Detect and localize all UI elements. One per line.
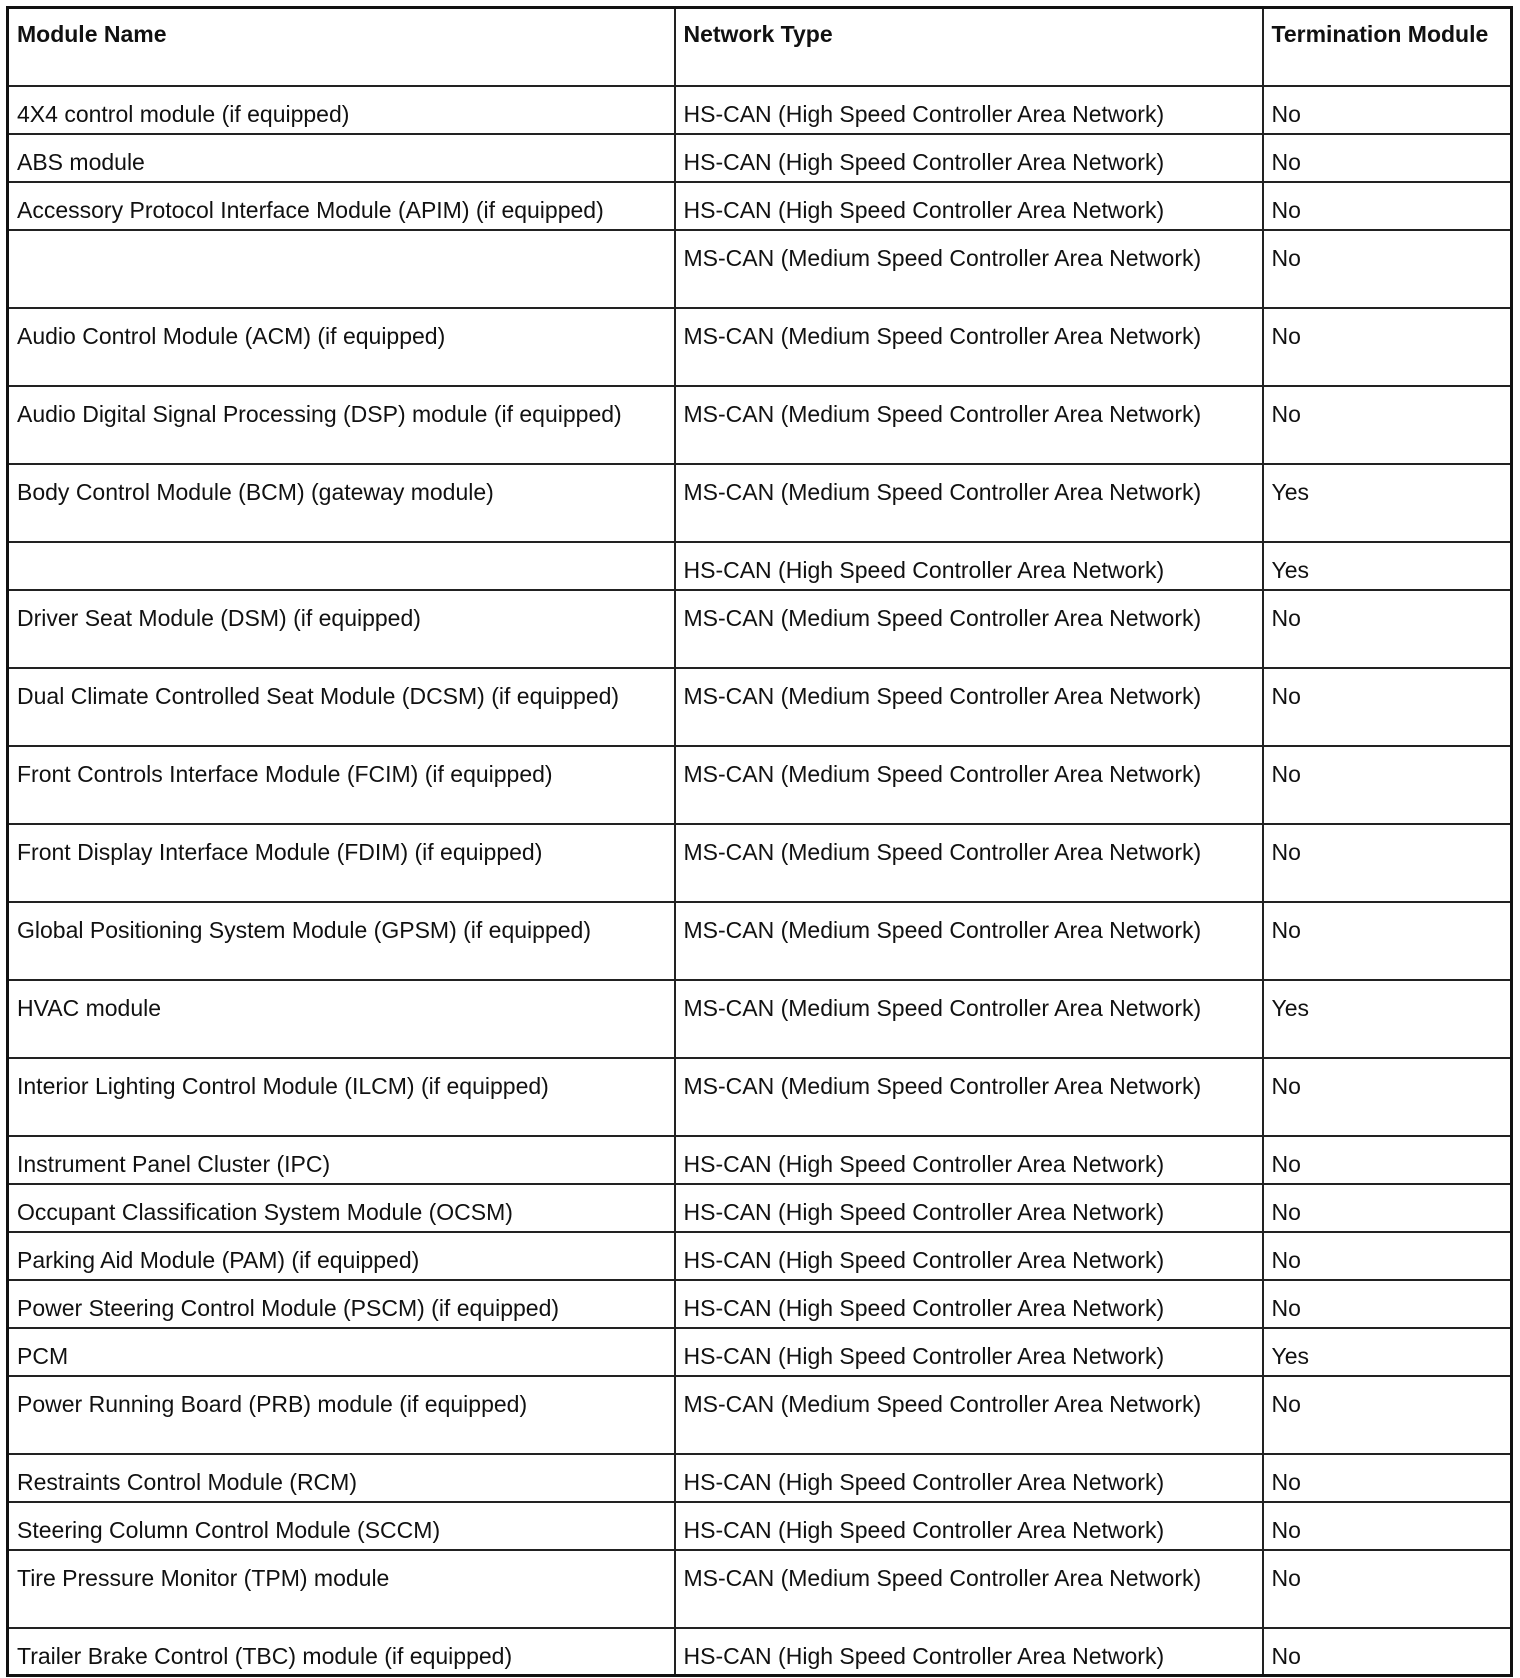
termination-cell: No	[1263, 308, 1512, 386]
termination-cell: No	[1263, 1502, 1512, 1550]
network-type-cell: MS-CAN (Medium Speed Controller Area Network)	[675, 1550, 1263, 1628]
table-row	[8, 668, 1512, 746]
table-row	[8, 386, 1512, 464]
module-name-cell: Global Positioning System Module (GPSM) (if equipped)	[8, 902, 675, 980]
module-name-cell: PCM	[8, 1328, 675, 1376]
network-type-cell: MS-CAN (Medium Speed Controller Area Network)	[675, 464, 1263, 542]
network-type-cell: HS-CAN (High Speed Controller Area Network)	[675, 1232, 1263, 1280]
header-network-type: Network Type	[675, 8, 1263, 86]
module-name-cell	[8, 542, 675, 590]
termination-cell: No	[1263, 1184, 1512, 1232]
module-name-cell: Restraints Control Module (RCM)	[8, 1454, 675, 1502]
module-name-cell: Interior Lighting Control Module (ILCM) (if equipped)	[8, 1058, 675, 1136]
table-row	[8, 902, 1512, 980]
termination-cell: No	[1263, 902, 1512, 980]
table-row	[8, 1232, 1512, 1280]
termination-cell: No	[1263, 1628, 1512, 1676]
module-name-cell: Instrument Panel Cluster (IPC)	[8, 1136, 675, 1184]
termination-cell: No	[1263, 1454, 1512, 1502]
module-name-cell: Audio Digital Signal Processing (DSP) module (if equipped)	[8, 386, 675, 464]
table-row	[8, 590, 1512, 668]
network-type-cell: HS-CAN (High Speed Controller Area Network)	[675, 1628, 1263, 1676]
termination-cell: No	[1263, 230, 1512, 308]
table-row	[8, 824, 1512, 902]
termination-cell: No	[1263, 386, 1512, 464]
module-name-cell: Accessory Protocol Interface Module (APIM) (if equipped)	[8, 182, 675, 230]
termination-cell: No	[1263, 824, 1512, 902]
header-module-name: Module Name	[8, 8, 675, 86]
network-type-cell: HS-CAN (High Speed Controller Area Network)	[675, 1136, 1263, 1184]
module-name-cell: 4X4 control module (if equipped)	[8, 86, 675, 134]
table-row	[8, 1136, 1512, 1184]
table-row	[8, 1628, 1512, 1676]
network-type-cell: HS-CAN (High Speed Controller Area Network)	[675, 1328, 1263, 1376]
table-row	[8, 746, 1512, 824]
table-row	[8, 1550, 1512, 1628]
module-name-cell: ABS module	[8, 134, 675, 182]
termination-cell: No	[1263, 746, 1512, 824]
module-name-cell: HVAC module	[8, 980, 675, 1058]
network-type-cell: HS-CAN (High Speed Controller Area Network)	[675, 542, 1263, 590]
table-row	[8, 134, 1512, 182]
network-type-cell: MS-CAN (Medium Speed Controller Area Network)	[675, 230, 1263, 308]
termination-cell: No	[1263, 1376, 1512, 1454]
module-name-cell: Steering Column Control Module (SCCM)	[8, 1502, 675, 1550]
module-network-table	[6, 6, 1513, 1677]
table-row	[8, 1502, 1512, 1550]
termination-cell: No	[1263, 590, 1512, 668]
table-body	[8, 86, 1512, 1676]
network-type-cell: HS-CAN (High Speed Controller Area Network)	[675, 1502, 1263, 1550]
table-row	[8, 542, 1512, 590]
table-row	[8, 308, 1512, 386]
termination-cell: Yes	[1263, 1328, 1512, 1376]
table-row	[8, 1058, 1512, 1136]
termination-cell: No	[1263, 668, 1512, 746]
network-type-cell: MS-CAN (Medium Speed Controller Area Network)	[675, 746, 1263, 824]
termination-cell: Yes	[1263, 542, 1512, 590]
module-name-cell: Front Controls Interface Module (FCIM) (if equipped)	[8, 746, 675, 824]
header-row	[8, 8, 1512, 86]
module-name-cell: Power Steering Control Module (PSCM) (if equipped)	[8, 1280, 675, 1328]
termination-cell: No	[1263, 134, 1512, 182]
network-type-cell: MS-CAN (Medium Speed Controller Area Network)	[675, 1058, 1263, 1136]
network-type-cell: HS-CAN (High Speed Controller Area Network)	[675, 86, 1263, 134]
termination-cell: Yes	[1263, 980, 1512, 1058]
module-name-cell	[8, 230, 675, 308]
termination-cell: No	[1263, 1136, 1512, 1184]
table-row	[8, 1280, 1512, 1328]
module-name-cell: Front Display Interface Module (FDIM) (if equipped)	[8, 824, 675, 902]
network-type-cell: MS-CAN (Medium Speed Controller Area Network)	[675, 308, 1263, 386]
network-type-cell: MS-CAN (Medium Speed Controller Area Network)	[675, 590, 1263, 668]
network-type-cell: MS-CAN (Medium Speed Controller Area Network)	[675, 1376, 1263, 1454]
termination-cell: No	[1263, 86, 1512, 134]
module-name-cell: Power Running Board (PRB) module (if equipped)	[8, 1376, 675, 1454]
termination-cell: No	[1263, 182, 1512, 230]
network-type-cell: MS-CAN (Medium Speed Controller Area Network)	[675, 980, 1263, 1058]
module-name-cell: Occupant Classification System Module (OCSM)	[8, 1184, 675, 1232]
network-type-cell: MS-CAN (Medium Speed Controller Area Network)	[675, 668, 1263, 746]
network-type-cell: HS-CAN (High Speed Controller Area Network)	[675, 1184, 1263, 1232]
table-row	[8, 1376, 1512, 1454]
module-name-cell: Body Control Module (BCM) (gateway module)	[8, 464, 675, 542]
network-type-cell: HS-CAN (High Speed Controller Area Network)	[675, 1280, 1263, 1328]
network-type-cell: MS-CAN (Medium Speed Controller Area Network)	[675, 902, 1263, 980]
module-name-cell: Trailer Brake Control (TBC) module (if equipped)	[8, 1628, 675, 1676]
table-row	[8, 1184, 1512, 1232]
network-type-cell: HS-CAN (High Speed Controller Area Network)	[675, 1454, 1263, 1502]
table-row	[8, 1328, 1512, 1376]
termination-cell: Yes	[1263, 464, 1512, 542]
module-name-cell: Tire Pressure Monitor (TPM) module	[8, 1550, 675, 1628]
module-name-cell: Audio Control Module (ACM) (if equipped)	[8, 308, 675, 386]
module-name-cell: Driver Seat Module (DSM) (if equipped)	[8, 590, 675, 668]
termination-cell: No	[1263, 1280, 1512, 1328]
table-row	[8, 230, 1512, 308]
termination-cell: No	[1263, 1058, 1512, 1136]
table-row	[8, 980, 1512, 1058]
network-type-cell: HS-CAN (High Speed Controller Area Network)	[675, 134, 1263, 182]
network-type-cell: HS-CAN (High Speed Controller Area Network)	[675, 182, 1263, 230]
network-type-cell: MS-CAN (Medium Speed Controller Area Network)	[675, 824, 1263, 902]
network-type-cell: MS-CAN (Medium Speed Controller Area Network)	[675, 386, 1263, 464]
table-row	[8, 182, 1512, 230]
header-termination-module: Termination Module	[1263, 8, 1512, 86]
module-name-cell: Parking Aid Module (PAM) (if equipped)	[8, 1232, 675, 1280]
table-row	[8, 1454, 1512, 1502]
module-name-cell: Dual Climate Controlled Seat Module (DCSM) (if equipped)	[8, 668, 675, 746]
termination-cell: No	[1263, 1550, 1512, 1628]
table-row	[8, 86, 1512, 134]
termination-cell: No	[1263, 1232, 1512, 1280]
table-row	[8, 464, 1512, 542]
